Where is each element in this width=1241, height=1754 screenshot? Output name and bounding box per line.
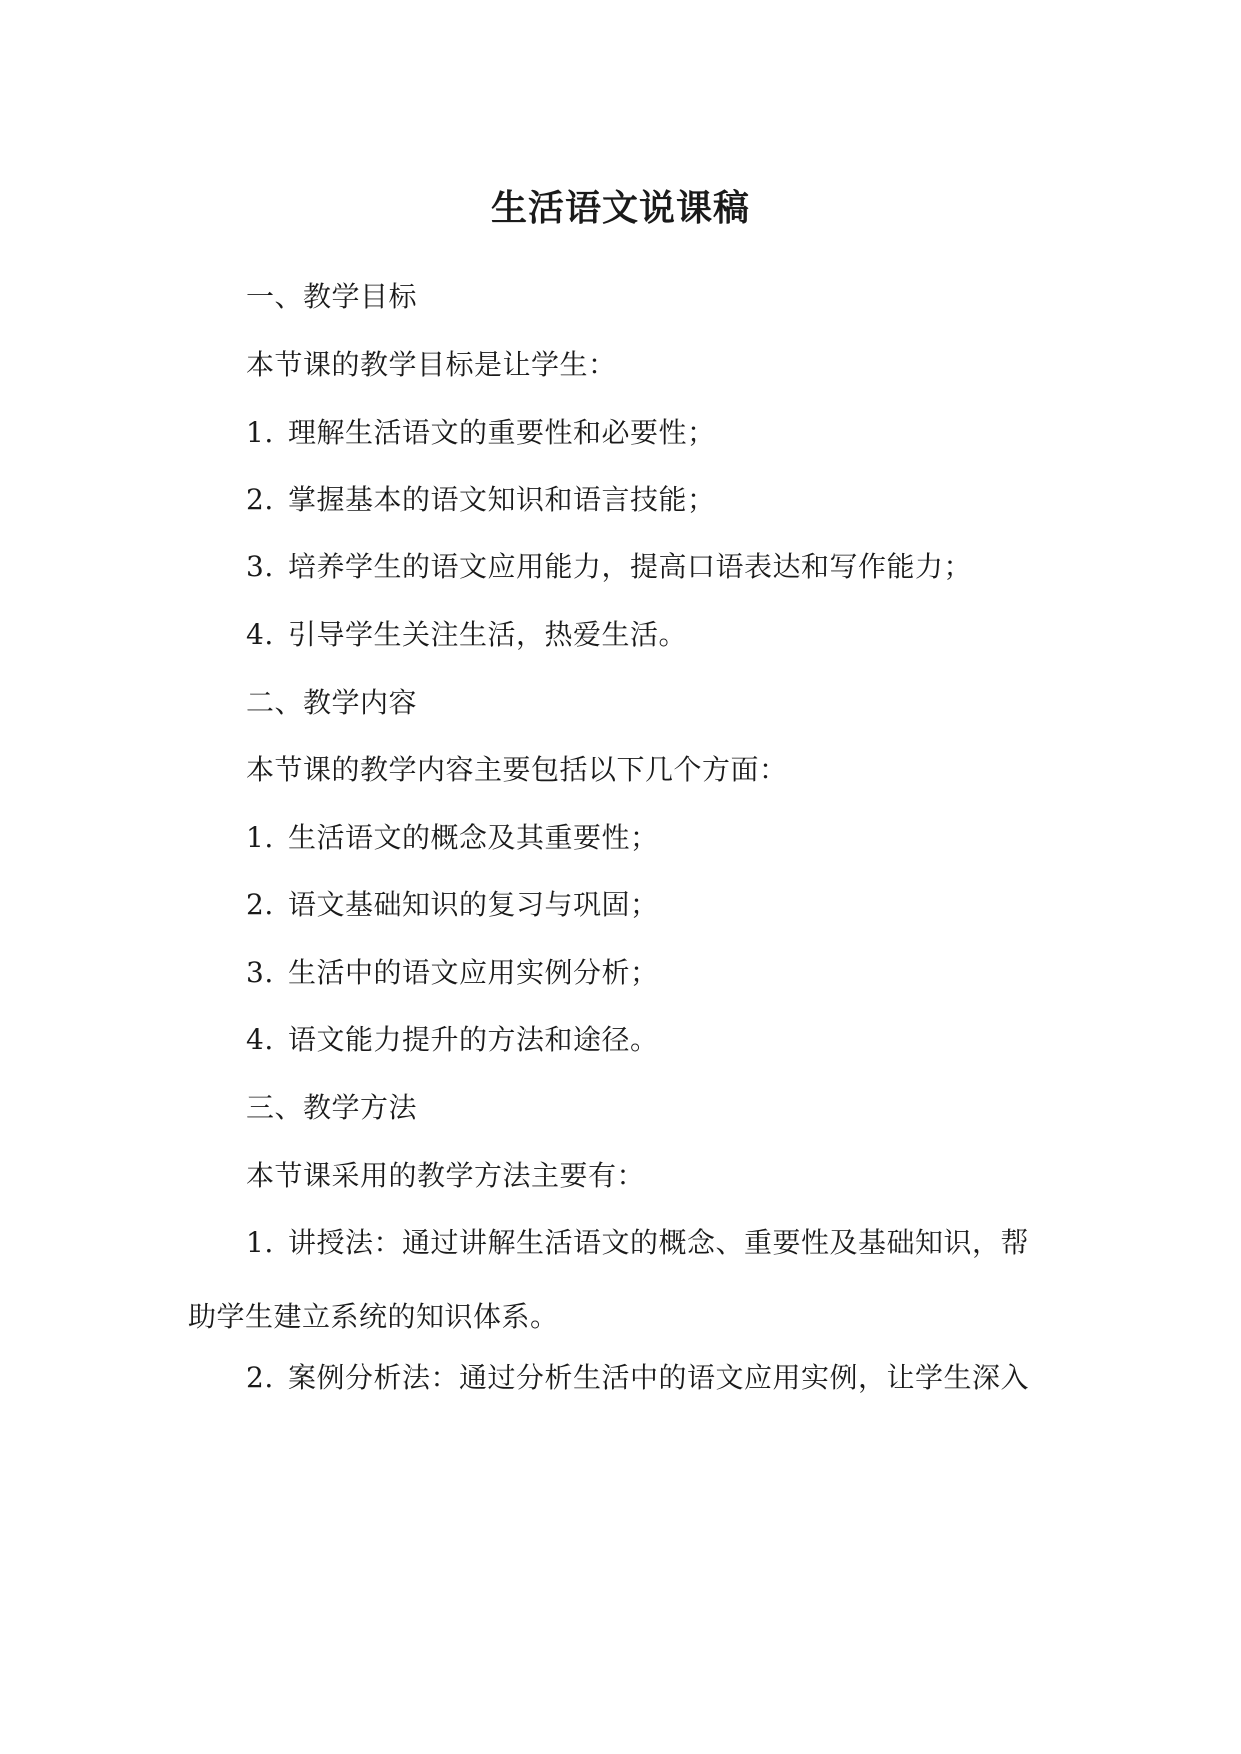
list-item-number: 2. bbox=[246, 888, 274, 921]
list-item-number: 4. bbox=[246, 1023, 274, 1056]
list-item-number: 1. bbox=[246, 821, 274, 854]
list-item-number: 3. bbox=[246, 550, 274, 583]
section-heading-methods: 三、教学方法 bbox=[246, 1091, 418, 1124]
list-item bbox=[188, 1003, 1056, 1077]
list-item-text: 生活语文的概念及其重要性； bbox=[288, 821, 659, 854]
list-item-text: 培养学生的语文应用能力，提高口语表达和写作能力； bbox=[288, 550, 973, 583]
list-item-number: 3. bbox=[246, 956, 274, 989]
section-heading-content: 二、教学内容 bbox=[246, 686, 418, 719]
list-item-text: 引导学生关注生活，热爱生活。 bbox=[288, 618, 688, 651]
list-item bbox=[188, 396, 1056, 470]
list-item bbox=[188, 1341, 1056, 1415]
list-item-text: 案例分析法：通过分析生活中的语文应用实例，让学生深入 bbox=[288, 1361, 1030, 1394]
list-item bbox=[188, 868, 1056, 942]
list-item bbox=[188, 1206, 1056, 1354]
list-item-number: 1. bbox=[246, 1226, 274, 1259]
section-heading-objectives: 一、教学目标 bbox=[246, 280, 418, 313]
list-item-text: 讲授法：通过讲解生活语文的概念、重要性及基础知识，帮助学生建立系统的知识体系。 bbox=[188, 1226, 1030, 1333]
list-item-text: 理解生活语文的重要性和必要性； bbox=[288, 416, 716, 449]
list-item-text: 掌握基本的语文知识和语言技能； bbox=[288, 483, 716, 516]
list-item-text: 语文能力提升的方法和途径。 bbox=[288, 1023, 659, 1056]
section-intro-methods: 本节课采用的教学方法主要有： bbox=[246, 1159, 646, 1192]
list-item bbox=[188, 936, 1056, 1010]
list-item bbox=[188, 530, 1056, 604]
list-item-text: 语文基础知识的复习与巩固； bbox=[288, 888, 659, 921]
list-item bbox=[188, 463, 1056, 537]
list-item-number: 4. bbox=[246, 618, 274, 651]
section-intro-content: 本节课的教学内容主要包括以下几个方面： bbox=[246, 753, 788, 786]
list-item-number: 2. bbox=[246, 1361, 274, 1394]
list-item bbox=[188, 801, 1056, 875]
document-title: 生活语文说课稿 bbox=[490, 188, 750, 229]
list-item-number: 2. bbox=[246, 483, 274, 516]
section-intro-objectives: 本节课的教学目标是让学生： bbox=[246, 348, 617, 381]
list-item-text: 生活中的语文应用实例分析； bbox=[288, 956, 659, 989]
list-item-number: 1. bbox=[246, 416, 274, 449]
list-item bbox=[188, 598, 1056, 672]
